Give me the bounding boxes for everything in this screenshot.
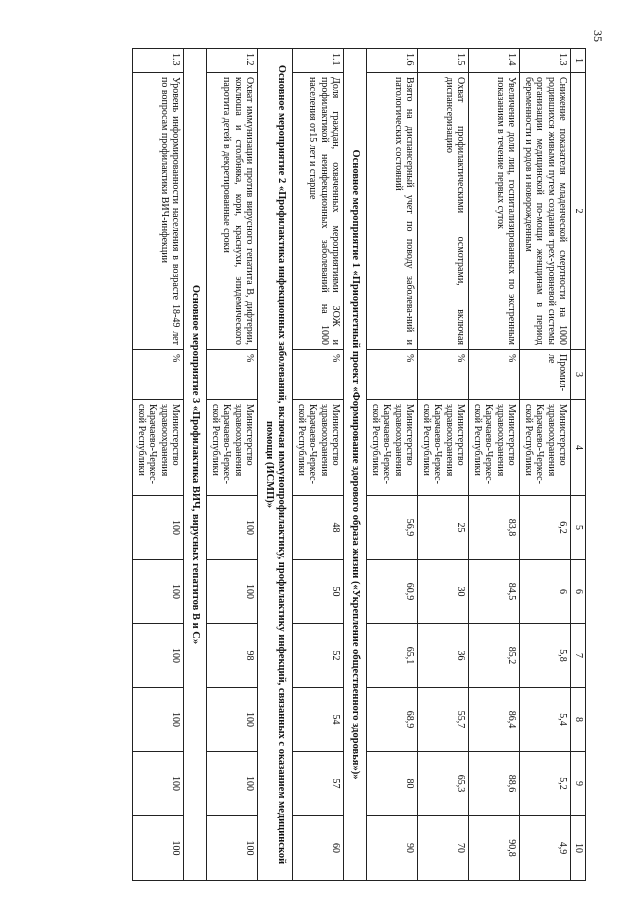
row-number: 1.4 (469, 49, 520, 73)
row-number: 1.6 (367, 49, 418, 73)
header-cell: 5 (571, 496, 586, 560)
row-number: 1.3 (520, 49, 571, 73)
indicators-table (132, 48, 586, 881)
header-cell: 7 (571, 624, 586, 688)
value-cell: 84,5 (469, 560, 520, 624)
header-cell: 4 (571, 400, 586, 496)
executor-cell: Министерство здравоохранения Карачаево-Черкес-ской Республики (207, 400, 258, 496)
executor-cell: Министерство здравоохранения Карачаево-Черкес-ской Республики (367, 400, 418, 496)
row-number: 1.5 (418, 49, 469, 73)
value-cell: 100 (207, 496, 258, 560)
value-cell: 100 (133, 624, 184, 688)
value-cell: 70 (418, 816, 469, 881)
unit-cell: % (418, 350, 469, 400)
section-row (184, 49, 207, 881)
value-cell: 100 (207, 752, 258, 816)
executor-cell: Министерство здравоохранения Карачаево-Черкес-ской Республики (469, 400, 520, 496)
value-cell: 56,9 (367, 496, 418, 560)
value-cell: 52 (293, 624, 344, 688)
row-number: 1.1 (293, 49, 344, 73)
value-cell: 6 (520, 560, 571, 624)
value-cell: 100 (207, 688, 258, 752)
section-row (344, 49, 367, 881)
section-title: Основное мероприятие 2 «Профилактика инфекционных заболеваний, включая иммунопрофилактику, профилактику инфекций, связанных с оказанием медицинской помощи (ИСМП)» (258, 49, 293, 881)
value-cell: 100 (133, 560, 184, 624)
unit-cell: Промил-ле (520, 350, 571, 400)
value-cell: 90 (367, 816, 418, 881)
value-cell: 6,2 (520, 496, 571, 560)
table-row (367, 49, 418, 881)
value-cell: 68,9 (367, 688, 418, 752)
value-cell: 4,9 (520, 816, 571, 881)
unit-cell: % (133, 350, 184, 400)
unit-cell: % (293, 350, 344, 400)
value-cell: 85,2 (469, 624, 520, 688)
value-cell: 60,9 (367, 560, 418, 624)
row-number: 1.2 (207, 49, 258, 73)
value-cell: 100 (133, 496, 184, 560)
value-cell: 55,7 (418, 688, 469, 752)
value-cell: 98 (207, 624, 258, 688)
header-cell: 6 (571, 560, 586, 624)
page-number: 35 (591, 30, 605, 42)
section-title: Основное мероприятие 3 «Профилактика ВИЧ, вирусных гепатитов В и С» (184, 49, 207, 881)
table-row (418, 49, 469, 881)
value-cell: 50 (293, 560, 344, 624)
indicator-name: Увеличение доли лиц, госпитализированных по экстренным показаниям в течение первых суток (469, 73, 520, 350)
rotated-page (62, 48, 586, 880)
unit-cell: % (207, 350, 258, 400)
value-cell: 60 (293, 816, 344, 881)
value-cell: 65,3 (418, 752, 469, 816)
value-cell: 90,8 (469, 816, 520, 881)
value-cell: 100 (207, 816, 258, 881)
table-row (520, 49, 571, 881)
indicator-name: Снижение показателя младенческой смертности на 1000 родившихся живыми путем создания трех-уровневой системы организации медицинской по-мощи женщинам в период беременности и родов и новорожденным (520, 73, 571, 350)
indicator-name: Доля граждан, охваченных мероприятиями ЗОЖ и профилактикой неинфекционных заболеваний на 1000 населения от15 лет и старше (293, 73, 344, 350)
header-cell: 8 (571, 688, 586, 752)
executor-cell: Министерство здравоохранения Карачаево-Черкес-ской Республики (293, 400, 344, 496)
value-cell: 36 (418, 624, 469, 688)
table-row (133, 49, 184, 881)
value-cell: 54 (293, 688, 344, 752)
table-row (293, 49, 344, 881)
unit-cell: % (367, 350, 418, 400)
value-cell: 48 (293, 496, 344, 560)
value-cell: 5,2 (520, 752, 571, 816)
executor-cell: Министерство здравоохранения Карачаево-Черкес-ской Республики (418, 400, 469, 496)
value-cell: 65,1 (367, 624, 418, 688)
header-row (571, 49, 586, 881)
indicator-name: Взято на диспансерный учет по поводу заболева-ний и патологических состояний (367, 73, 418, 350)
value-cell: 30 (418, 560, 469, 624)
indicator-name: Уровень информированности населения в возрасте 18-49 лет по вопросам профилактики ВИЧ-инфекции (133, 73, 184, 350)
executor-cell: Министерство здравоохранения Карачаево-Черкес-ской Республики (133, 400, 184, 496)
value-cell: 5,8 (520, 624, 571, 688)
value-cell: 100 (133, 688, 184, 752)
executor-cell: Министерство здравоохранения Карачаево-Черкес-ской Республики (520, 400, 571, 496)
value-cell: 100 (133, 752, 184, 816)
value-cell: 83,8 (469, 496, 520, 560)
header-cell: 3 (571, 350, 586, 400)
header-cell: 2 (571, 73, 586, 350)
table-row (207, 49, 258, 881)
value-cell: 25 (418, 496, 469, 560)
indicator-name: Охват иммунизации против вирусного гепатита В, дифтерии, коклюша и столбняка, кори, краснухи, эпидемического паротита детей в декретированные сроки (207, 73, 258, 350)
value-cell: 80 (367, 752, 418, 816)
value-cell: 57 (293, 752, 344, 816)
value-cell: 100 (133, 816, 184, 881)
header-cell: 10 (571, 816, 586, 881)
header-cell: 1 (571, 49, 586, 73)
section-row (258, 49, 293, 881)
indicator-name: Охват профилактическими осмотрами, включая диспансеризацию (418, 73, 469, 350)
unit-cell: % (469, 350, 520, 400)
header-cell: 9 (571, 752, 586, 816)
table-body (133, 49, 571, 881)
row-number: 1.3 (133, 49, 184, 73)
table-row (469, 49, 520, 881)
value-cell: 5,4 (520, 688, 571, 752)
value-cell: 100 (207, 560, 258, 624)
section-title: Основное мероприятие 1 «Приоритетный проект «Формирование здорового образа жизни («Укрепление общественного здоровья»)» (344, 49, 367, 881)
value-cell: 86,4 (469, 688, 520, 752)
value-cell: 88,6 (469, 752, 520, 816)
